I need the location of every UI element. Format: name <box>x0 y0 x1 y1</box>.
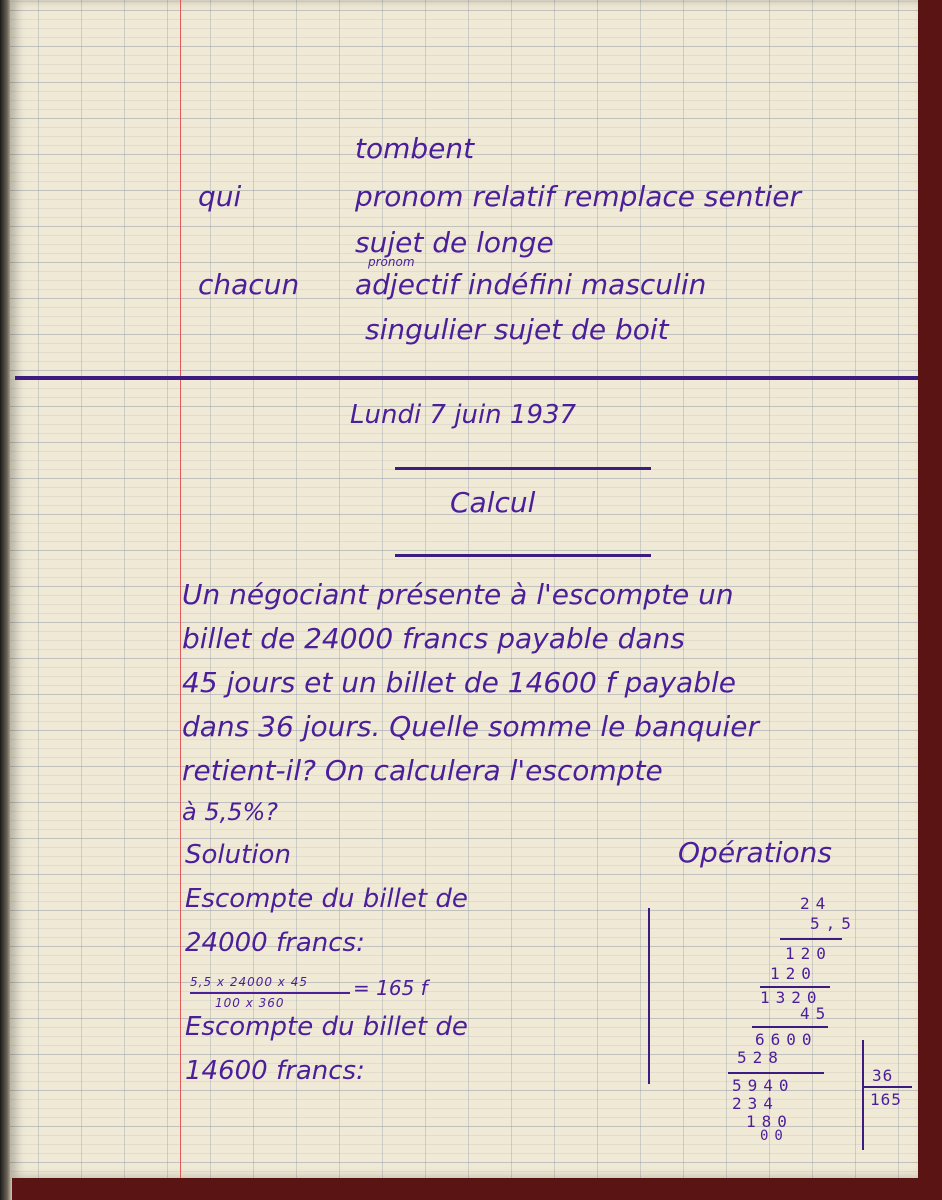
title-rule-top <box>395 467 651 470</box>
grammar-line-3: adjectif indéfini masculin <box>355 268 707 301</box>
division-bracket-horizontal <box>862 1086 912 1088</box>
title-rule-bottom <box>395 554 651 557</box>
grammar-line-0: tombent <box>355 132 475 165</box>
fraction-bar <box>190 992 350 994</box>
division-divisor: 36 <box>872 1066 894 1085</box>
problem-line-4: dans 36 jours. Quelle somme le banquier <box>182 710 759 743</box>
op-row-2: 5,5 <box>810 914 857 933</box>
op-row-8: 528 <box>737 1048 784 1067</box>
solution-heading: Solution <box>185 840 291 870</box>
division-bracket-vertical <box>862 1040 864 1150</box>
grammar-correction: pronom <box>368 255 415 269</box>
section-divider <box>15 376 918 380</box>
grammar-line-4: singulier sujet de boit <box>365 313 669 346</box>
op-row-1: 24 <box>800 894 832 913</box>
page-title: Calcul <box>450 486 536 519</box>
solution-line-3: Escompte du billet de <box>185 1012 468 1042</box>
op-row-7: 6600 <box>755 1030 818 1049</box>
problem-line-3: 45 jours et un billet de 14600 f payable <box>182 666 736 699</box>
op-row-6: 45 <box>800 1004 832 1023</box>
grammar-word-chacun: chacun <box>198 268 300 301</box>
op-line-3 <box>752 1026 828 1028</box>
date-heading: Lundi 7 juin 1937 <box>350 400 577 430</box>
fraction-numerator: 5,5 x 24000 x 45 <box>190 975 308 989</box>
operations-heading: Opérations <box>678 836 832 869</box>
op-row-5: 1320 <box>760 988 823 1007</box>
problem-line-2: billet de 24000 francs payable dans <box>182 622 685 655</box>
division-quotient: 165 <box>870 1090 902 1109</box>
op-line-4 <box>728 1072 824 1074</box>
solution-line-4: 14600 francs: <box>185 1056 365 1086</box>
fraction-result: = 165 f <box>353 976 428 1000</box>
operations-divider <box>648 908 650 1084</box>
notebook-page <box>10 0 918 1178</box>
solution-line-1: Escompte du billet de <box>185 884 468 914</box>
solution-line-2: 24000 francs: <box>185 928 365 958</box>
grammar-line-2: sujet de longe <box>355 226 554 259</box>
op-row-9: 5940 <box>732 1076 795 1095</box>
op-row-10: 234 <box>732 1094 779 1113</box>
problem-line-1: Un négociant présente à l'escompte un <box>182 578 734 611</box>
op-row-12: 00 <box>760 1128 789 1144</box>
op-row-11: 180 <box>746 1112 793 1131</box>
op-row-3: 120 <box>785 944 832 963</box>
margin-line <box>180 0 181 1178</box>
problem-line-5: retient-il? On calculera l'escompte <box>182 754 663 787</box>
problem-line-6: à 5,5%? <box>182 798 279 826</box>
grammar-word-qui: qui <box>198 180 242 213</box>
grammar-line-1: pronom relatif remplace sentier <box>355 180 801 213</box>
op-row-4: 120 <box>770 964 817 983</box>
fraction-denominator: 100 x 360 <box>215 996 285 1010</box>
op-line-1 <box>780 938 842 940</box>
